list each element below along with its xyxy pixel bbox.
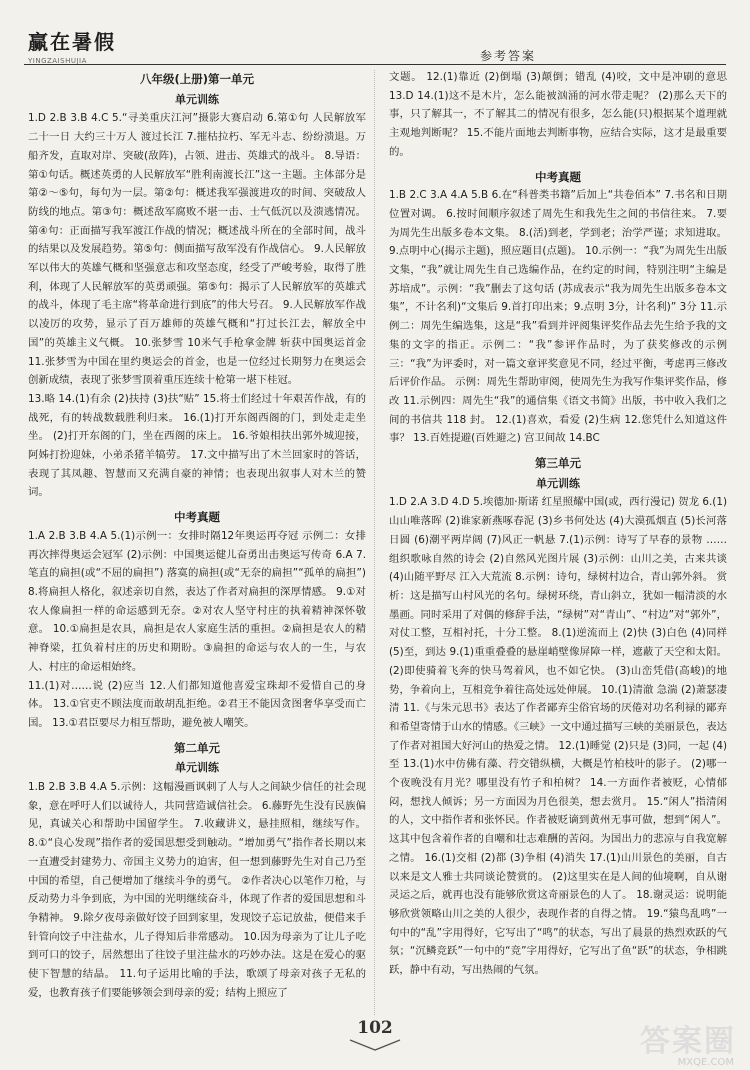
section-heading: 中考真题 <box>535 169 581 184</box>
watermark: 答案圈 <box>640 1024 736 1059</box>
brand-logo <box>28 26 116 65</box>
section-heading: 单元训练 <box>175 92 219 106</box>
left-column <box>28 68 366 1014</box>
section-heading: 第三单元 <box>535 456 581 471</box>
right-column <box>389 68 727 1014</box>
column-divider <box>374 70 375 1015</box>
section-heading: 单元训练 <box>536 476 580 490</box>
page-number: 102 <box>357 1018 393 1038</box>
answers-title: 参考答案 <box>480 49 537 63</box>
answer-paragraph: 1.B 2.C 3.A 4.A 5.B 6.在“科普类书籍”后加上“共卷佰本” 7.书名和日期位置对调。 6.按时间顺序叙述了周先生和我先生之间的书信往来。 7.要为周先生出版多卷本文集。 8.(活)到老，学到老；治学严谨；求知进取。 9.点明中心(揭示主题)，照应题目(点题)。 10.示例一：“我”为周先生出版文集，“我”就让周先生自己选编作品，在约定的时间，特别注明“主编是苏培成”。示例：“我”删去了这句话 (苏成表示“我为周先生出版多卷本文集”，不计名利)“文集后 9.首打印出来；9.点明 3分，计名利)” 3分 11.示例二：周先生编选集，这是“我”看到并评阅集评奖作品去先生给予我的文集的文字的指正。示例二：“我”参评作品时，为了获奖修改的示例三：“我”为评委时，对一篇文章评奖意见不同，经过平衡，考虑再三修改后评价作品。 示例：周先生帮助审阅，使周先生为我写作集评奖作品，修改 11.示例四：周先生“我”的通信集《语文书简》出版，书中收入我们之间的书信共 118 封。 12.(1)喜欢，看爱 (2)生病 12.您凭什么知道这件事？ 13.百姓提避(百姓避之) 宫卫间故 14.BC <box>389 189 727 445</box>
answer-paragraph: 1.A 2.B 3.B 4.A 5.(1)示例一：女排时隔12年奥运再夺冠 示例二：女排再次摔得奥运会冠军 (2)示例：中国奥运健儿奋勇出击奥运写传奇 6.A 7.笔直的扁担(或“不屈的扁担”) 落寞的扁担(或“无奈的扁担”“孤单的扁担”) 8.将扁担人格化，叙述亲切自然，表达了作者对扁担的深厚情感。 9.①对农人像扁担一样的命运感到无奈。②对农人坚守村庄的执着精神深怀敬意。 10.①扁担是农具，扁担是农人家庭生活的重担。②扁担是农人的精神脊梁，扛负着村庄的历史和期盼。③扁担的命运与农人的一生，与农人、村庄的命运相始终。 <box>28 529 366 673</box>
answer-paragraph: 1.B 2.B 3.B 4.A 5.示例：这幅漫画讽刺了人与人之间缺少信任的社会现象，意在呼吁人们以诚待人，共同营造诚信社会。 6.藤野先生没有民族偏见，真诚关心和帮助中国留学生。 7.收藏讲义，悬挂照相，继续写作。 8.①“良心发现”指作者的爱国思想受到触动。“增加勇气”指作者长期以来一直遭受封建势力、帝国主义势力的迫害，但一想到藤野先生对自己乃至中国的希望，自己便增加了继续斗争的勇气。 ②作者决心以笔作刀枪，与反动势力斗争到底，为中国的光明继续奋斗，体现了作者的爱国思想和斗争精神。 9.除夕夜母亲做好饺子回到家里，发现饺子忘记放盐，便借来手针管向饺子中注盐水，儿子得知后非常感动。 10.因为母亲为了让儿子吃到可口的饺子，居然想出了往饺子里注盐水的巧妙办法。这是在爱心的驱使下智慧的结晶。 11.句子运用比喻的手法，歌颂了母亲对孩子无私的爱，也教育孩子们要能够领会到母亲的爱；结构上照应了 <box>28 781 366 999</box>
section-heading: 单元训练 <box>175 761 219 775</box>
section-heading: 八年级(上册)第一单元 <box>139 72 254 86</box>
page-number-ornament-icon <box>348 1038 402 1052</box>
answer-paragraph: 1.D 2.A 3.D 4.D 5.埃德加·斯诺 红星照耀中国(或，西行漫记) 贺龙 6.(1)山山唯落晖 (2)谁家新燕啄春泥 (3)乡书何处达 (4)大漠孤烟直 (5)长河落日圆 (6)潮平两岸阔 (7)风正一帆悬 7.(1)示例：诗写了早春的景物 …… 组织歌咏自然的诗会 (2)自然风光图片展 (3)示例：山川之美，古来共谈 (4)山随平野尽 江入大荒流 8.示例：诗句，绿树村边合，青山郭外斜。 赏析：这是描写山村风光的名句。绿树环绕，青山斜立，犹如一幅清淡的水墨画。同时采用了对偶的修辞手法，“绿树”对“青山”、“村边”对“郭外”，对仗工整，互相衬托，十分工整。 8.(1)逆流而上 (2)快 (3)白色 (4)同样 (5)至，到达 9.(1)重重叠叠的悬崖峭壁像屏障一样，遮蔽了天空和太阳。 (2)即使骑着飞奔的快马驾着风，也不如它快。 (3)山峦凭借(高峻)的地势，争着向上，互相竞争着往高处远处伸展。 10.(1)清澈 急湍 (2)萧瑟凄清 11.《与朱元思书》表达了作者鄙弃尘俗官场的厌倦对功名利禄的鄙弃和希望寄情于山水的情感。《三峡》一文中通过描写三峡的美丽景色，表达了作者对祖国大好河山的热爱之情。 12.(1)睡觉 (2)只是 (3)同，一起 (4)至 13.(1)水中仿佛有藻、荇交错纵横，大概是竹柏枝叶的影子。 (2)哪一个夜晚没有月光？哪里没有竹子和柏树？ 14.一方面作者被贬，心情郁闷，想找人倾诉；另一方面因为月色很美，想去赏月。 15.“闲人”指清闲的人，文中指作者和张怀民。作者被贬谪到黄州无事可做，想到“闲人”。这其中包含着作者的自嘲和壮志难酬的苦闷。为国出力的悲凉与自我宽解之情。 16.(1)交相 (2)都 (3)争相 (4)消失 17.(1)山川景色的美丽，自古以来是文人雅士共同谈论赞赏的。 (2)这里实在是人间的仙境啊，自从谢灵运之后，就再也没有能够欣赏这奇丽景色的人了。 18.谢灵运：说明能够欣赏领略山川之美的人很少，表现作者的自得之情。 19.“猿鸟乱鸣”一句中的“乱”字用得好，它写出了“鸣”的状态，写出了晨景的热烈欢跃的气氛；“沉鳞竞跃”一句中的“竞”字用得好，它写出了鱼“跃”的状态，争相跳跃，静中有动，写出热闹的气氛。 <box>389 496 727 977</box>
watermark-url: MXQE.COM <box>677 1057 734 1068</box>
answer-paragraph: 11.(1)对……说 (2)应当 12.人们都知道他喜爱宝珠却不爱惜自己的身体。 13.①官吏不顾法度而敢胡乱拒绝。②君王不能因贪图奢华享受而亡国。 13.①君臣要尽力相互帮助，避免被人嘲笑。 <box>28 679 366 729</box>
answer-paragraph: 文题。 12.(1)靠近 (2)倒塌 (3)颠倒；错乱 (4)咬，文中是冲刷的意思 13.D 14.(1)这不是木片，怎么能被汹涌的河水带走呢？ (2)那么天下的事，只了解其一，不了解其二的情况有很多，怎么能(只)根据某个道理就主观地判断呢？ 15.不能片面地去判断事物，应结合实际，这才是最重要的。 <box>389 71 727 158</box>
answer-paragraph: 13.略 14.(1)有余 (2)扶持 (3)扶“贴” 15.将士们经过十年艰苦作战，有的战死，有的转战数载胜利归来。 16.(1)打开东阁西阁的门，到处走走坐坐。 (2)打开东阁的门，坐在西阁的床上。 16.爷娘相扶出郭外城迎接，阿姊打扮迎妹，小弟杀猪羊犒劳。 17.文中描写出了木兰回家时的答话，表现了其凤趣、智慧而又充满自豪的神情；也表现出叙事人对木兰的赞词。 <box>28 392 366 499</box>
brand-title: 赢在暑假 <box>28 30 116 54</box>
answer-paragraph: 1.D 2.B 3.B 4.C 5.“寻美重庆江河”摄影大赛启动 6.第①句 人民解放军 二十一日 大约三十万人 渡过长江 7.摧枯拉朽、军无斗志、纷纷溃退。万船齐发，直取对岸、突破(敌阵)，占领、进击、英雄式的战斗。 8.导语：第①句话。概述英勇的人民解放军“胜利南渡长江”这一主题。主体部分是第②～⑤句，每句为一层。第②句：概述我军强渡进攻的时间、突破敌人防线的地点。第③句：概述敌军腐败不堪一击、士气低沉以及溃逃情况。第④句：正面描写我军渡江作战的情况；概述战斗所在的全部时间，战斗的结果以及发展趋势。第⑤句：侧面描写敌军没有作战信心。 9.人民解放军以伟大的英雄气概和坚强意志和攻坚态度，经受了严峻考验，取得了胜利，体现了人民解放军的英勇顽强。第⑤句：揭示了人民解放军的英雄式的战斗，体现了毛主席“将革命进行到底”的伟大号召。 9.人民解放军作战以凌厉的攻势，显示了百万雄师的英雄气概和“打过长江去，解放全中国”的英雄主义气概。 10.张梦雪 10米气手枪拿金牌 斩获中国奥运首金 11.张梦雪为中国在里约奥运会的首金，也是一位经过长期努力在奥运会创新成绩，表现了张梦雪顶着重压连续十枪第一堪下桂冠。 <box>28 112 366 387</box>
section-heading: 第二单元 <box>174 740 220 755</box>
brand-pinyin: YINGZAISHUJIA <box>28 57 87 65</box>
header-rule <box>24 64 726 65</box>
section-heading: 中考真题 <box>174 510 220 525</box>
